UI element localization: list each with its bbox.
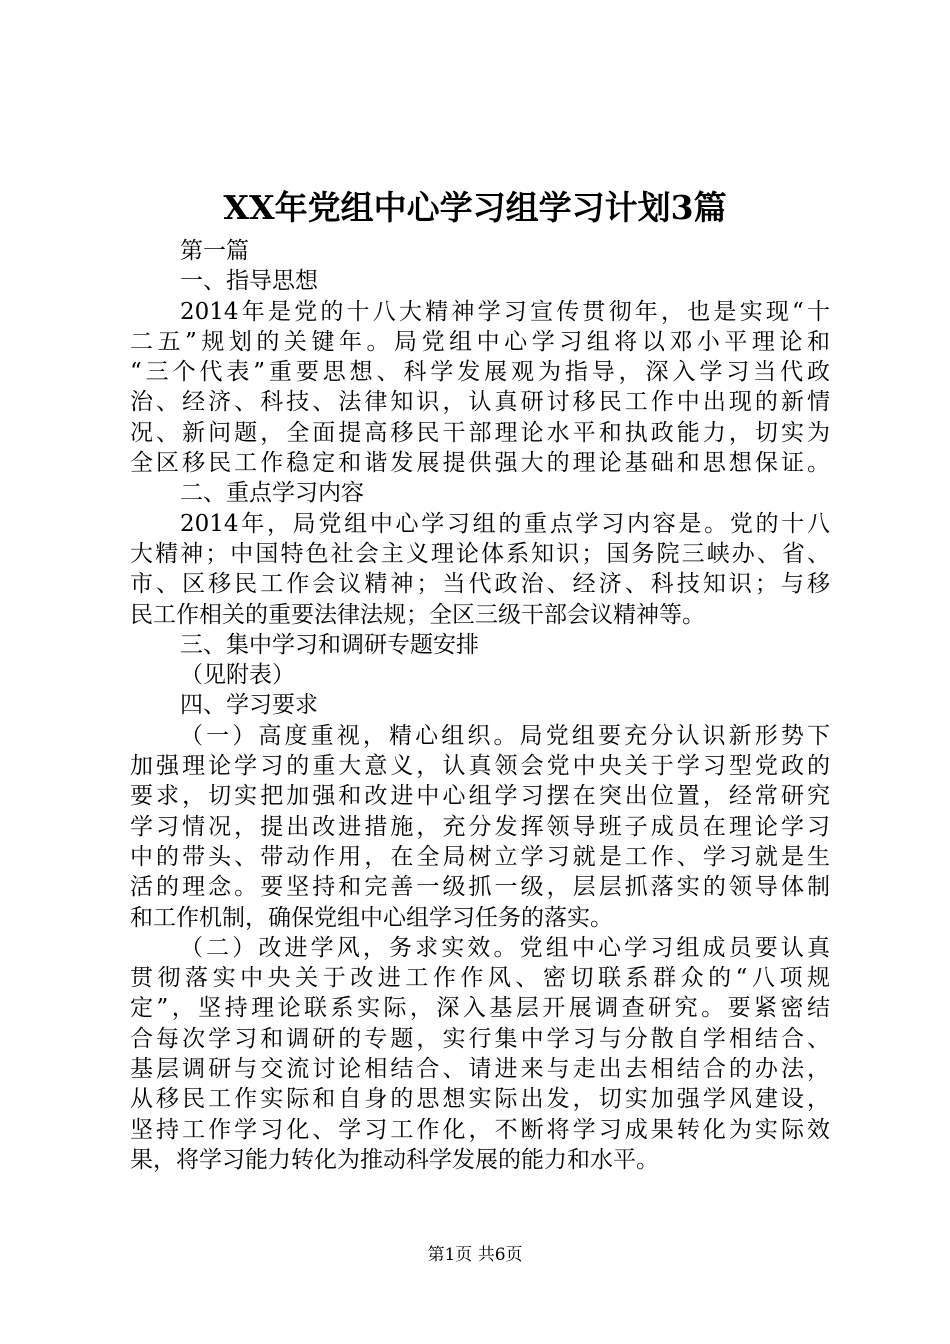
- page-footer: 第1页 共6页: [427, 1245, 523, 1265]
- body-text-line: 果，将学习能力转化为推动科学发展的能力和水平。: [130, 1146, 659, 1173]
- body-text-line: 和工作机制，确保党组中心组学习任务的落实。: [130, 904, 613, 931]
- body-text-line: 第一篇: [180, 238, 249, 264]
- body-text-line: 大精神；中国特色社会主义理论体系知识；国务院三峡办、省、: [130, 540, 830, 567]
- body-text-line: “三个代表”重要思想、科学发展观为指导，深入学习当代政: [130, 359, 830, 386]
- body-text-line: 市、区移民工作会议精神；当代政治、经济、科技知识；与移: [130, 571, 830, 598]
- body-text-line: （一）高度重视，精心组织。局党组要充分认识新形势下: [180, 722, 830, 749]
- body-text-line: 定”，坚持理论联系实际，深入基层开展调查研究。要紧密结: [130, 995, 830, 1022]
- body-text-line: 2014年是党的十八大精神学习宣传贯彻年，也是实现“十: [180, 298, 830, 325]
- body-text-line: 活的理念。要坚持和完善一级抓一级，层层抓落实的领导体制: [130, 874, 830, 901]
- body-text-line: 坚持工作学习化、学习工作化，不断将学习成果转化为实际效: [130, 1116, 830, 1143]
- body-text-line: 贯彻落实中央关于改进工作作风、密切联系群众的“八项规: [130, 965, 830, 992]
- body-text-line: 基层调研与交流讨论相结合、请进来与走出去相结合的办法，: [130, 1056, 830, 1083]
- body-text-line: 况、新问题，全面提高移民干部理论水平和执政能力，切实为: [130, 419, 830, 446]
- body-text-line: 中的带头、带动作用，在全局树立学习就是工作、学习就是生: [130, 843, 830, 870]
- body-text-line: 治、经济、科技、法律知识，认真研讨移民工作中出现的新情: [130, 389, 830, 416]
- body-text-line: 2014年，局党组中心学习组的重点学习内容是。党的十八: [180, 510, 830, 537]
- document-body: [130, 236, 830, 1175]
- body-text-line: 从移民工作实际和自身的思想实际出发，切实加强学风建设，: [130, 1086, 830, 1113]
- body-text-line: 四、学习要求: [180, 692, 318, 719]
- body-text-line: 全区移民工作稳定和谐发展提供强大的理论基础和思想保证。: [130, 450, 830, 477]
- body-text-line: 二、重点学习内容: [180, 480, 364, 507]
- body-text-line: 学习情况，提出改进措施，充分发挥领导班子成员在理论学习: [130, 813, 830, 840]
- body-text-line: 一、指导思想: [180, 268, 318, 295]
- body-text-line: 二五”规划的关键年。局党组中心学习组将以邓小平理论和: [130, 328, 830, 355]
- body-text-line: 合每次学习和调研的专题，实行集中学习与分散自学相结合、: [130, 1025, 830, 1052]
- body-text-line: （二）改进学风，务求实效。党组中心学习组成员要认真: [180, 934, 830, 961]
- document-title: XX年党组中心学习组学习计划3篇: [223, 188, 727, 227]
- body-text-line: 要求，切实把加强和改进中心组学习摆在突出位置，经常研究: [130, 783, 830, 810]
- body-text-line: 三、集中学习和调研专题安排: [180, 631, 479, 658]
- body-text-line: 民工作相关的重要法律法规；全区三级干部会议精神等。: [130, 601, 705, 628]
- body-text-line: 加强理论学习的重大意义，认真领会党中央关于学习型党政的: [130, 753, 830, 780]
- body-text-line: （见附表）: [180, 662, 295, 689]
